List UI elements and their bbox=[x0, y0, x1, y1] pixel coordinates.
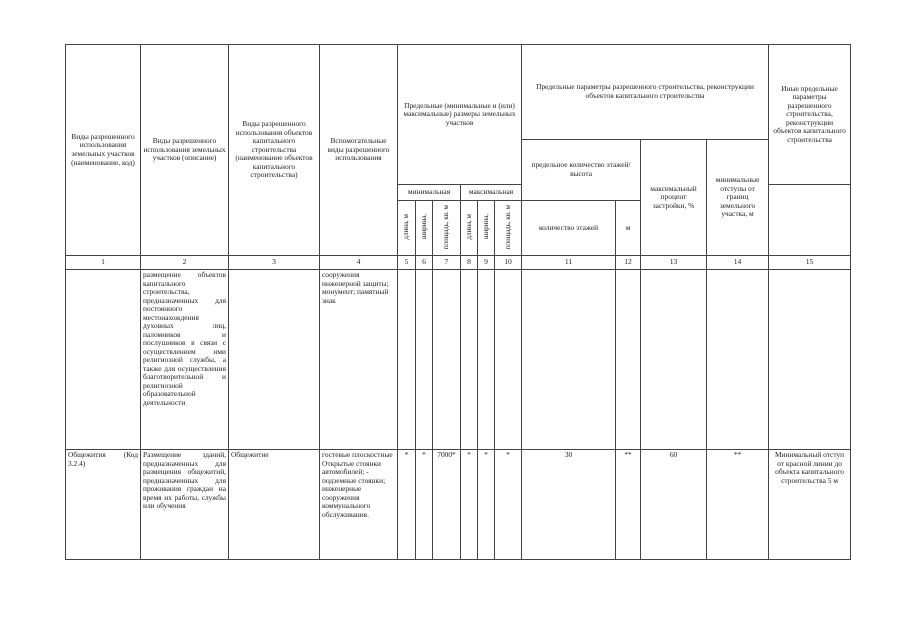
row1-cell bbox=[66, 270, 141, 450]
header-meters: м bbox=[616, 201, 641, 256]
header-col1: Виды разрешенного использования земельных участков (наименование, код) bbox=[66, 45, 141, 256]
header-floors-count: количество этажей bbox=[522, 201, 616, 256]
header-min-setback: минимальные отступы от границ земельного участка, м bbox=[707, 140, 769, 256]
header-max: максимальная bbox=[461, 185, 522, 201]
header-col2: Виды разрешенного использования земельных участков (описание) bbox=[141, 45, 229, 256]
row2-auxiliary: гостевые плоскостные Открытые стоянки автомобилей; - подземные стоянки; инженерные сооружения коммунального обслуживания. bbox=[320, 450, 398, 560]
row2-use-name: Общежития (Код 3.2.4) bbox=[66, 450, 141, 560]
row1-cell bbox=[229, 270, 320, 450]
row2-object: Общежитие bbox=[229, 450, 320, 560]
col-number: 5 bbox=[398, 256, 416, 270]
header-col3: Виды разрешенного использования объектов капитального строительства (наименование объектов капитального строительства) bbox=[229, 45, 320, 256]
row2-other: Минимальный отступ от красной линии до объекта капитального строительства 5 м bbox=[769, 450, 851, 560]
row1-cell bbox=[461, 270, 478, 450]
row1-cell bbox=[433, 270, 461, 450]
col-number: 15 bbox=[769, 256, 851, 270]
header-min-width: ширина, bbox=[416, 201, 433, 256]
header-min-area: площадь, кв. м bbox=[433, 201, 461, 256]
col-number: 2 bbox=[141, 256, 229, 270]
header-col15-blank bbox=[769, 185, 851, 256]
header-floors-height: предельное количество этажей/высота bbox=[522, 140, 641, 201]
row2-max-width: * bbox=[478, 450, 495, 560]
header-min-length: длина, м bbox=[398, 201, 416, 256]
row1-cell bbox=[522, 270, 616, 450]
col-number: 12 bbox=[616, 256, 641, 270]
col-number: 9 bbox=[478, 256, 495, 270]
row2-setback: ** bbox=[707, 450, 769, 560]
row2-coverage: 60 bbox=[641, 450, 707, 560]
col-number: 1 bbox=[66, 256, 141, 270]
row1-description: размещение объектов капитального строительства, предназначенных для постоянного местонахождения духовных лиц, паломников и послушников в связи с осуществлением ими религиозной службы, а также для осуществления благотворительной и религиозной образовательной деятельности bbox=[141, 270, 229, 450]
row2-min-length: * bbox=[398, 450, 416, 560]
col-number: 10 bbox=[495, 256, 522, 270]
row2-min-area: 7000* bbox=[433, 450, 461, 560]
row2-max-area: * bbox=[495, 450, 522, 560]
col-number: 6 bbox=[416, 256, 433, 270]
header-other-group: Иные предельные параметры разрешенного строительства, реконструкции объектов капитального строительства bbox=[769, 45, 851, 185]
row2-max-length: * bbox=[461, 450, 478, 560]
row2-height: ** bbox=[616, 450, 641, 560]
col-number: 13 bbox=[641, 256, 707, 270]
col-number: 3 bbox=[229, 256, 320, 270]
row1-cell bbox=[478, 270, 495, 450]
row1-cell bbox=[616, 270, 641, 450]
col-number: 7 bbox=[433, 256, 461, 270]
row2-floors: 30 bbox=[522, 450, 616, 560]
col-number: 14 bbox=[707, 256, 769, 270]
row2-min-width: * bbox=[416, 450, 433, 560]
row1-cell bbox=[398, 270, 416, 450]
row1-cell bbox=[769, 270, 851, 450]
header-max-length: длина, м bbox=[461, 201, 478, 256]
row1-cell bbox=[641, 270, 707, 450]
row1-auxiliary: сооружения инженерной защиты; монумент; памятный знак bbox=[320, 270, 398, 450]
row1-cell bbox=[416, 270, 433, 450]
header-max-width: ширина, bbox=[478, 201, 495, 256]
header-plot-size-group: Предельные (минимальные и (или) максимальные) размеры земельных участков bbox=[398, 45, 522, 185]
col-number: 11 bbox=[522, 256, 616, 270]
col-number: 4 bbox=[320, 256, 398, 270]
header-min: минимальная bbox=[398, 185, 461, 201]
header-max-area: площадь, кв. м bbox=[495, 201, 522, 256]
row2-description: Размещение зданий, предназначенных для размещения общежитий, предназначенных для проживания граждан на время их работы, службы или обучения bbox=[141, 450, 229, 560]
col-number: 8 bbox=[461, 256, 478, 270]
zoning-table bbox=[65, 44, 851, 560]
row1-cell bbox=[707, 270, 769, 450]
header-params-group: Предельные параметры разрешенного строительства, реконструкции объектов капитального строительства bbox=[522, 45, 769, 140]
header-col4: Вспомогательные виды разрешенного использования bbox=[320, 45, 398, 256]
row1-cell bbox=[495, 270, 522, 450]
header-max-coverage: максимальный процент застройки, % bbox=[641, 140, 707, 256]
